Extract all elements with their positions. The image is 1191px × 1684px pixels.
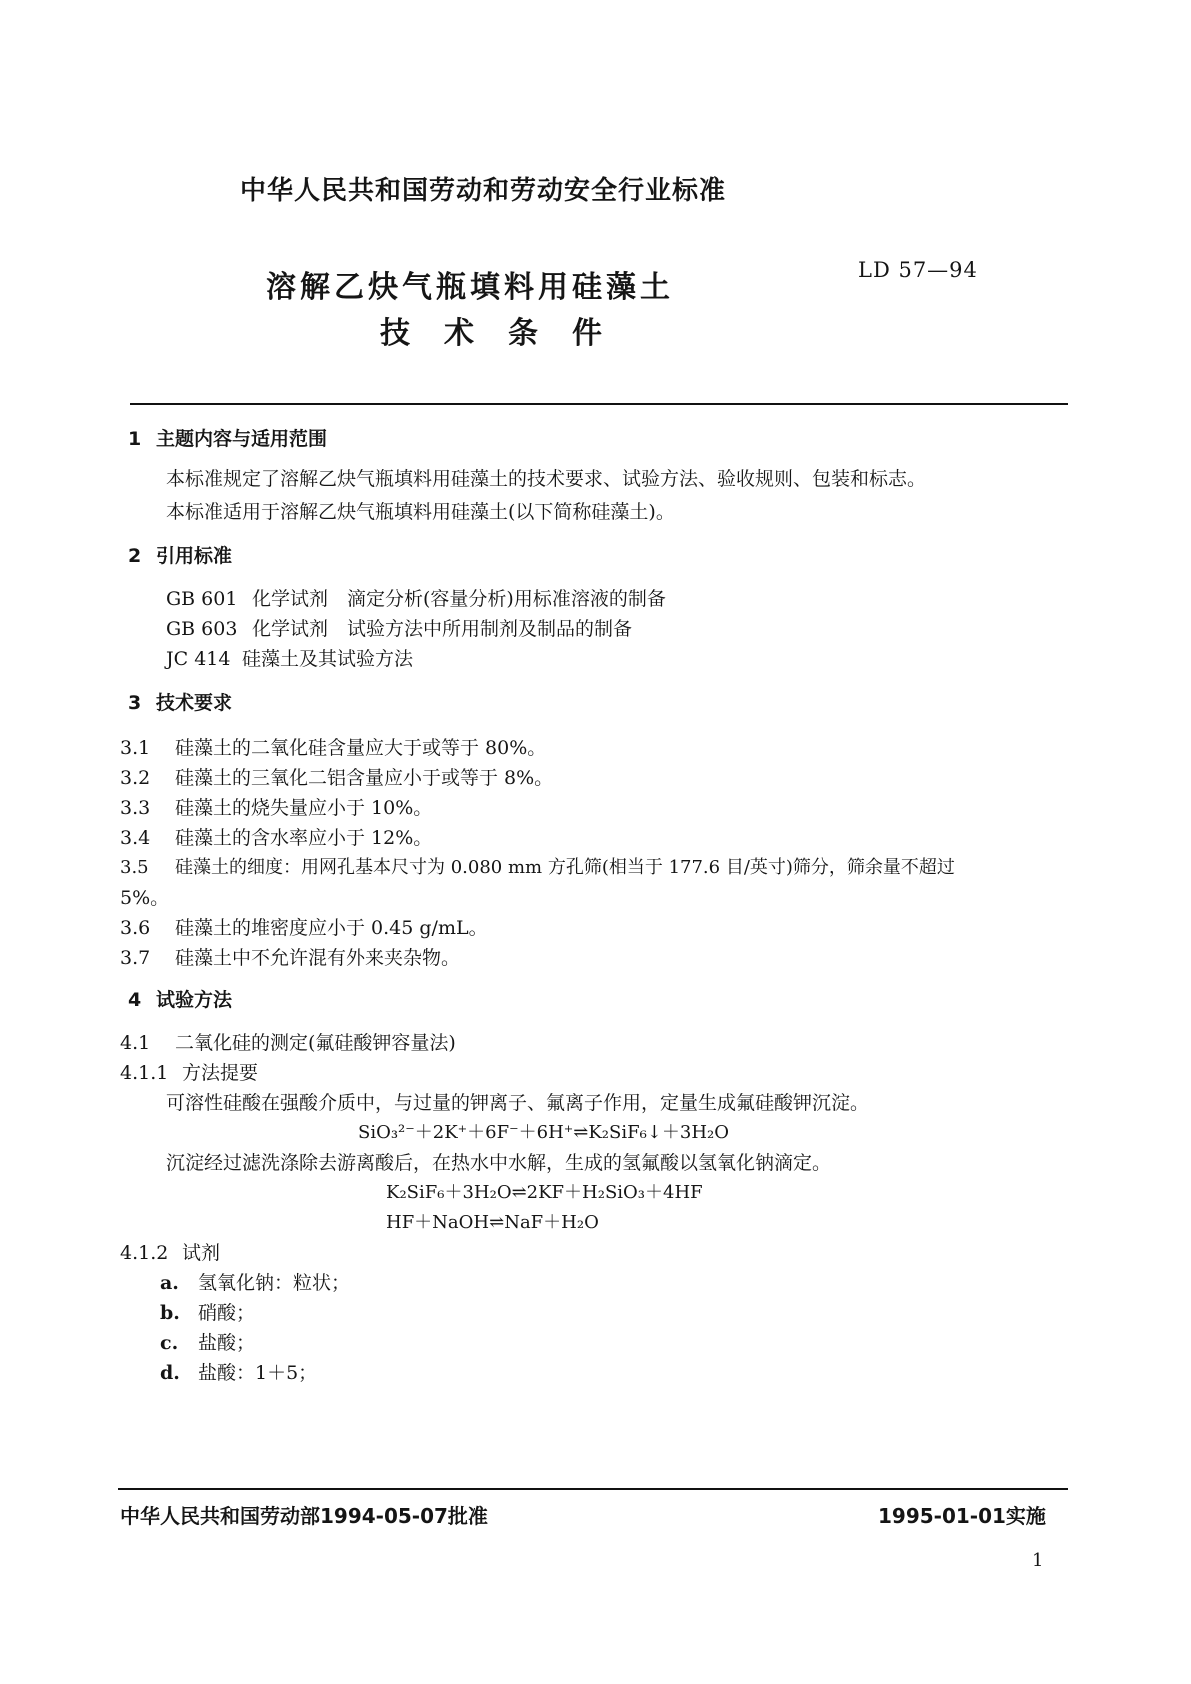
requirement-number: 3.3 <box>120 797 151 819</box>
subsection-number: 4.1.2 <box>120 1242 169 1264</box>
subsection-number: 4.1 <box>120 1032 151 1054</box>
footer-divider <box>118 1488 1068 1490</box>
section-1-title: 主题内容与适用范围 <box>156 428 328 450</box>
section-4-title: 试验方法 <box>156 989 233 1011</box>
reagent-item <box>160 1298 255 1325</box>
subsection-number: 4.1.1 <box>120 1062 169 1084</box>
requirement-text: 硅藻土的三氧化二铝含量应小于或等于 8%。 <box>175 767 554 789</box>
requirement-text: 硅藻土的含水率应小于 12%。 <box>175 827 433 849</box>
reagent-text: 硝酸； <box>198 1302 256 1324</box>
requirement-text: 硅藻土的二氧化硅含量应大于或等于 80%。 <box>175 737 547 759</box>
subsection-4-1-2 <box>120 1238 220 1265</box>
approval-date: 中华人民共和国劳动部1994-05-07批准 <box>120 1504 488 1528</box>
section-2-number: 2 <box>128 545 142 567</box>
reference-item <box>166 614 632 641</box>
requirement-number: 3.7 <box>120 947 151 969</box>
requirement-item <box>120 793 432 820</box>
reagent-text: 盐酸：1＋5； <box>198 1362 318 1384</box>
standard-code: LD 57—94 <box>858 258 978 282</box>
reference-item <box>166 584 666 611</box>
method-paragraph-2: 沉淀经过滤洗涤除去游离酸后，在热水中水解，生成的氢氟酸以氢氧化钠滴定。 <box>166 1152 832 1174</box>
reagent-item <box>160 1358 317 1385</box>
requirement-number: 3.6 <box>120 917 151 939</box>
reference-text: 化学试剂 试验方法中所用制剂及制品的制备 <box>252 618 633 640</box>
requirement-item <box>120 733 546 760</box>
reagent-text: 盐酸； <box>198 1332 256 1354</box>
subsection-4-1-1 <box>120 1058 258 1085</box>
equation-3: HF＋NaOH⇌NaF＋H₂O <box>386 1212 599 1233</box>
requirement-number: 3.4 <box>120 827 151 849</box>
effective-date: 1995-01-01实施 <box>878 1504 1046 1528</box>
requirement-number: 3.2 <box>120 767 151 789</box>
requirement-number: 3.1 <box>120 737 151 759</box>
page-number: 1 <box>1032 1550 1044 1571</box>
section-3-title: 技术要求 <box>156 692 233 714</box>
document-title-line2: 技术条件 <box>380 316 636 351</box>
reagent-letter: c. <box>160 1332 179 1354</box>
section-4-heading <box>128 985 232 1012</box>
reference-code: JC 414 <box>166 648 231 670</box>
requirement-text: 硅藻土的堆密度应小于 0.45 g/mL。 <box>175 917 488 939</box>
requirement-item <box>120 913 488 940</box>
header-divider <box>130 403 1068 405</box>
method-paragraph-1: 可溶性硅酸在强酸介质中，与过量的钾离子、氟离子作用，定量生成氟硅酸钾沉淀。 <box>166 1092 870 1114</box>
reference-text: 化学试剂 滴定分析(容量分析)用标准溶液的制备 <box>252 588 666 610</box>
reference-code: GB 601 <box>166 588 238 610</box>
requirement-text: 硅藻土的细度：用网孔基本尺寸为 0.080 mm 方孔筛(相当于 177.6 目/英寸)筛分，筛余量不超过 <box>175 857 955 878</box>
equation-2: K₂SiF₆＋3H₂O⇌2KF＋H₂SiO₃＋4HF <box>386 1182 703 1203</box>
subsection-title: 二氧化硅的测定(氟硅酸钾容量法) <box>175 1032 456 1054</box>
reagent-item <box>160 1268 350 1295</box>
requirement-text: 硅藻土中不允许混有外来夹杂物。 <box>175 947 461 969</box>
document-title-line1: 溶解乙炔气瓶填料用硅藻土 <box>266 270 674 305</box>
reference-code: GB 603 <box>166 618 238 640</box>
reagent-text: 氢氧化钠：粒状； <box>198 1272 351 1294</box>
reagent-item <box>160 1328 255 1355</box>
requirement-item <box>120 763 553 790</box>
reagent-letter: d. <box>160 1362 180 1384</box>
section-1-number: 1 <box>128 428 142 450</box>
section-4-number: 4 <box>128 989 142 1011</box>
section-1-paragraph-1: 本标准规定了溶解乙炔气瓶填料用硅藻土的技术要求、试验方法、验收规则、包装和标志。 <box>166 468 927 490</box>
equation-1: SiO₃²⁻＋2K⁺＋6F⁻＋6H⁺⇌K₂SiF₆↓＋3H₂O <box>358 1122 730 1143</box>
requirement-item <box>120 853 955 879</box>
requirement-item <box>120 823 432 850</box>
subsection-title: 试剂 <box>182 1242 221 1264</box>
requirement-number: 3.5 <box>120 857 149 878</box>
section-3-heading <box>128 688 232 715</box>
requirement-text: 硅藻土的烧失量应小于 10%。 <box>175 797 433 819</box>
reference-text: 硅藻土及其试验方法 <box>242 648 414 670</box>
reagent-letter: b. <box>160 1302 180 1324</box>
reagent-letter: a. <box>160 1272 179 1294</box>
section-2-title: 引用标准 <box>156 545 233 567</box>
section-3-number: 3 <box>128 692 142 714</box>
subsection-title: 方法提要 <box>182 1062 259 1084</box>
section-2-heading <box>128 541 232 568</box>
section-1-heading <box>128 424 327 451</box>
org-standard-header: 中华人民共和国劳动和劳动安全行业标准 <box>240 176 727 206</box>
subsection-4-1 <box>120 1028 456 1055</box>
requirement-item <box>120 943 460 970</box>
requirement-continuation: 5%。 <box>120 887 170 909</box>
reference-item <box>166 644 413 671</box>
section-1-paragraph-2: 本标准适用于溶解乙炔气瓶填料用硅藻土(以下简称硅藻土)。 <box>166 501 675 523</box>
